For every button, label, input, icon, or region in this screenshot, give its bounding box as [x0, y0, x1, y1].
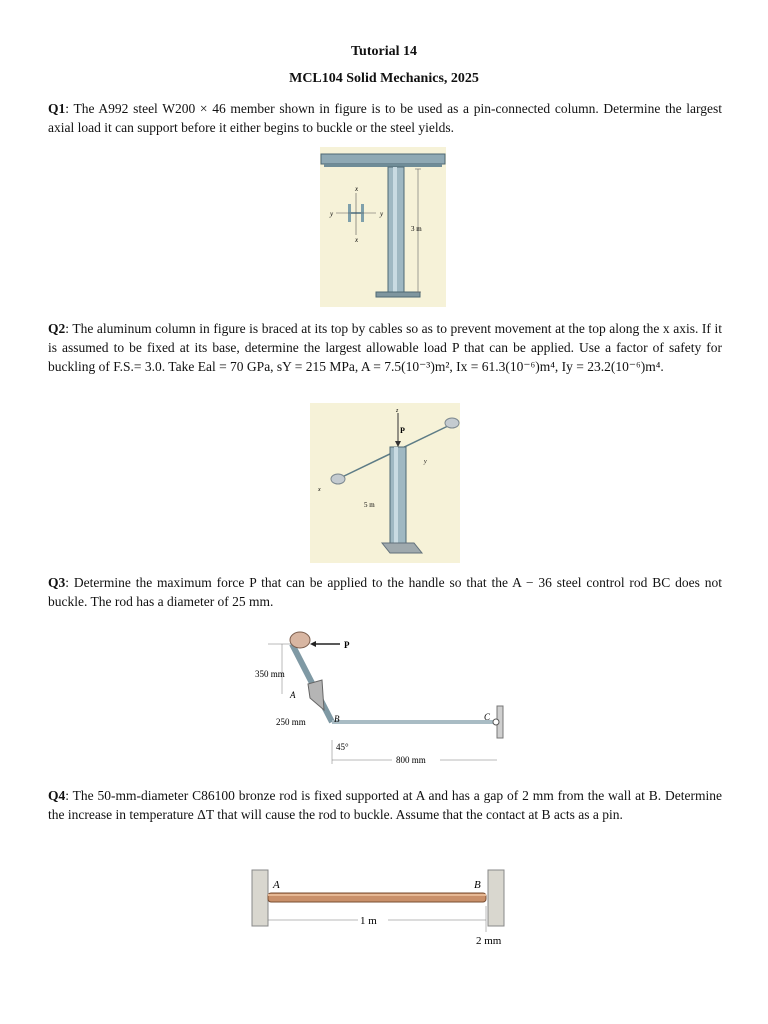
question-text: : The aluminum column in figure is braced at its top by cables so as to prevent movement at the top along the x axis. If it is assumed to be fixed at its base, determine the largest allowable load P that can be applied. Use a factor of safety for buckling of F.S.= 3.0. Take Eal = 70 GPa, sY = 215 MPa, A = 7.5(10⁻³)m², Ix = 61.3(10⁻⁶)m⁴, Iy = 23.2(10⁻⁶)m⁴. — [48, 321, 722, 374]
page-title: Tutorial 14 — [351, 44, 417, 59]
axis-y-left: y — [330, 210, 334, 218]
figure-q2-column — [310, 403, 460, 563]
axis-y: y — [424, 459, 427, 465]
axis-x-bottom: x — [355, 236, 359, 244]
dim-250: 250 mm — [276, 717, 306, 727]
point-b: B — [334, 714, 340, 724]
question-number: Q4 — [48, 788, 66, 803]
question-text: : The 50-mm-diameter C86100 bronze rod is fixed supported at A and has a gap of 2 mm from the wall at B. Determine the increase in temperature ΔT that will cause the rod to buckle. Assume that the contact at B acts as a pin. — [48, 788, 722, 822]
question-1 — [48, 99, 722, 137]
point-b: B — [474, 879, 481, 891]
question-2 — [48, 319, 722, 376]
figure-q1-column — [320, 147, 446, 307]
question-number: Q1 — [48, 101, 66, 116]
dim-350: 350 mm — [255, 669, 285, 679]
question-text: : The A992 steel W200 × 46 member shown in figure is to be used as a pin-connected column. Determine the largest axial load it can support before it either begins to buckle or the steel yields. — [48, 101, 722, 135]
course-title: MCL104 Solid Mechanics, 2025 — [289, 71, 479, 86]
axis-x-top: x — [355, 185, 359, 193]
axis-x: x — [318, 487, 321, 493]
axis-y-right: y — [380, 210, 384, 218]
dim-800: 800 mm — [396, 755, 426, 765]
load-label: P — [400, 426, 405, 435]
question-3 — [48, 573, 722, 611]
question-4 — [48, 786, 722, 824]
point-c: C — [484, 712, 491, 722]
angle-label: 45° — [336, 742, 349, 752]
figure-q3-handle — [252, 622, 518, 772]
length-label: 3 m — [411, 225, 422, 233]
axis-z: z — [396, 408, 399, 414]
question-number: Q3 — [48, 575, 66, 590]
question-number: Q2 — [48, 321, 66, 336]
point-a: A — [290, 690, 296, 700]
point-a: A — [273, 879, 280, 891]
length-label: 5 m — [364, 501, 375, 509]
gap-label: 2 mm — [476, 935, 502, 947]
question-text: : Determine the maximum force P that can be applied to the handle so that the A − 36 steel control rod BC does not buckle. The rod has a diameter of 25 mm. — [48, 575, 722, 609]
load-label: P — [344, 640, 350, 650]
figure-q4-rod — [250, 866, 520, 956]
length-label: 1 m — [360, 915, 377, 927]
